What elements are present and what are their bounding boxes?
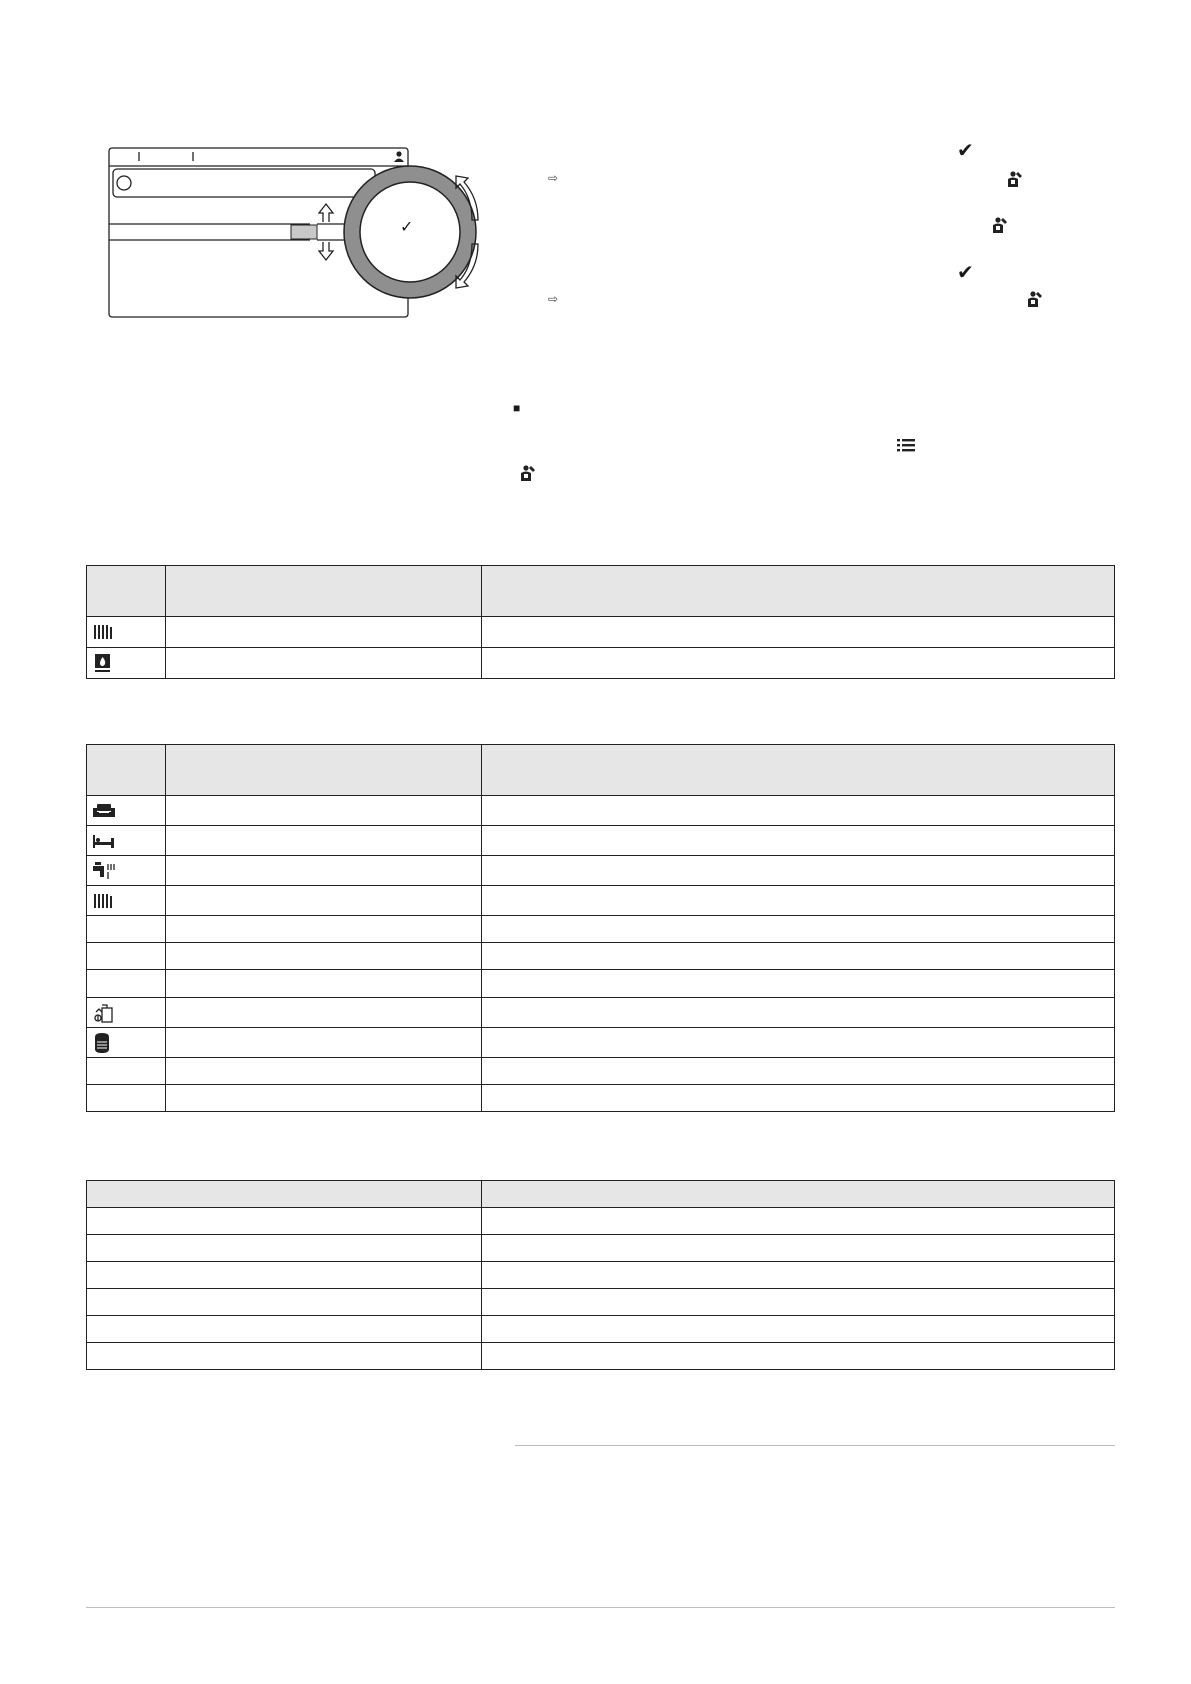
installer-icon — [518, 464, 536, 482]
table-row — [87, 1262, 1115, 1289]
table-row — [87, 648, 1115, 679]
table-row — [87, 856, 1115, 886]
table-3 — [86, 1180, 1115, 1370]
result-arrow-icon: ⇨ — [548, 171, 559, 185]
table-row — [87, 943, 1115, 970]
table-header-row — [87, 566, 1115, 617]
table-row — [87, 886, 1115, 916]
header-cell — [87, 1181, 482, 1208]
end-marker-icon: ■ — [513, 401, 521, 415]
header-cell — [87, 745, 166, 796]
up-down-arrows-icon — [319, 204, 333, 260]
boiler-flame-icon — [93, 653, 113, 673]
table-row — [87, 796, 1115, 826]
radiator-icon — [93, 892, 113, 910]
table-row — [87, 1289, 1115, 1316]
table-row — [87, 916, 1115, 943]
check-icon: ✔ — [957, 262, 974, 284]
section-divider — [515, 1445, 1115, 1446]
menu-list-icon — [897, 438, 915, 452]
table-row — [87, 1235, 1115, 1262]
circulation-pump-icon — [93, 1002, 115, 1024]
header-cell — [166, 745, 482, 796]
table-row — [87, 1343, 1115, 1370]
table-row — [87, 1028, 1115, 1058]
tap-hot-water-icon — [93, 862, 115, 880]
table-row — [87, 1208, 1115, 1235]
table-row — [87, 1316, 1115, 1343]
check-icon: ✔ — [957, 140, 974, 162]
radiator-icon — [93, 623, 113, 641]
table-row — [87, 1085, 1115, 1112]
table-row — [87, 826, 1115, 856]
header-cell — [87, 566, 166, 617]
header-cell — [482, 566, 1115, 617]
table-header-row — [87, 1181, 1115, 1208]
header-cell — [482, 1181, 1115, 1208]
table-row — [87, 970, 1115, 998]
footer-rule — [86, 1607, 1115, 1608]
control-unit-illustration — [100, 140, 500, 325]
table-2 — [86, 744, 1115, 1112]
installer-icon — [1025, 290, 1043, 308]
table-1 — [86, 565, 1115, 679]
result-arrow-icon: ⇨ — [548, 292, 559, 306]
sofa-icon — [93, 803, 115, 819]
bed-icon — [93, 834, 115, 848]
table-row — [87, 1058, 1115, 1085]
header-cell — [166, 566, 482, 617]
installer-icon — [990, 216, 1008, 234]
table-row — [87, 998, 1115, 1028]
storage-tank-icon — [93, 1033, 111, 1053]
display-check-mark: ✓ — [400, 219, 414, 236]
table-row — [87, 617, 1115, 648]
installer-icon — [1005, 170, 1023, 188]
table-header-row — [87, 745, 1115, 796]
header-cell — [482, 745, 1115, 796]
user-icon — [394, 151, 404, 162]
